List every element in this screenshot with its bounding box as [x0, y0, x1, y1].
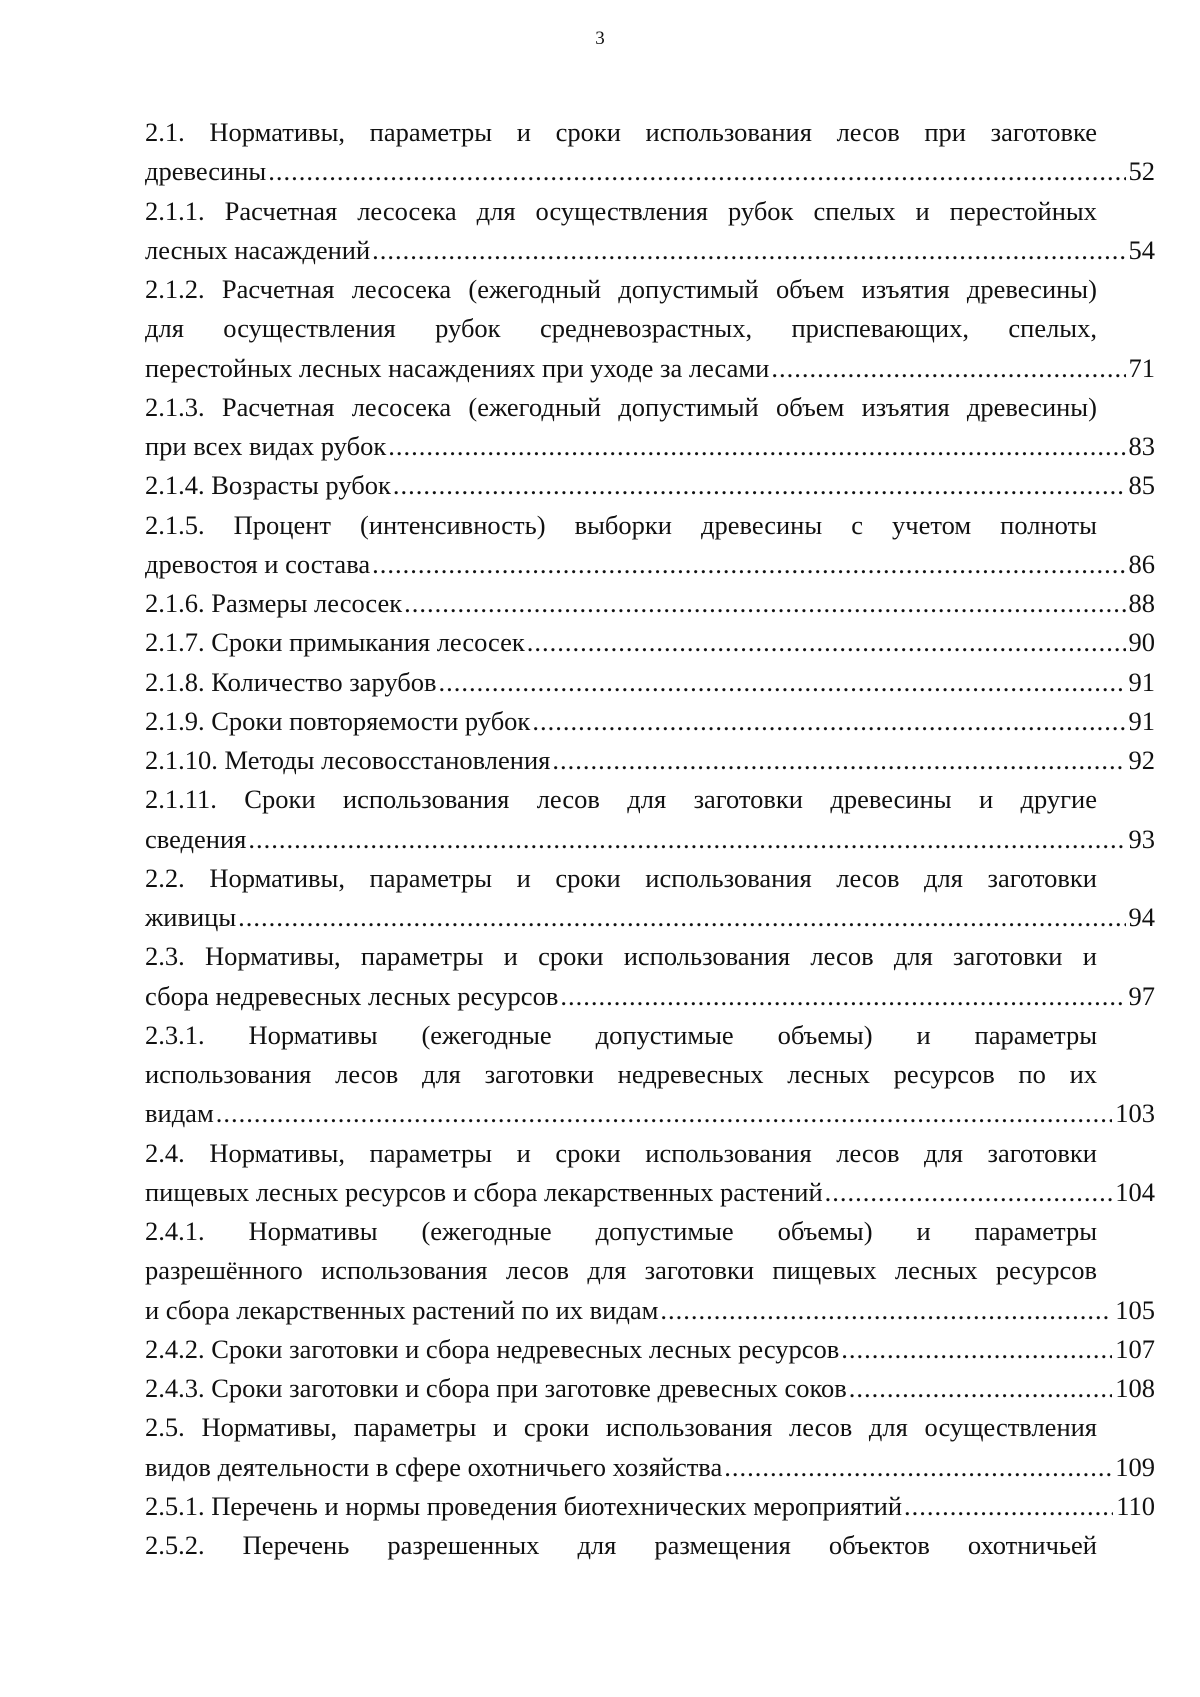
toc-word: Нормативы — [248, 1019, 378, 1050]
toc-entry-title: живицы — [145, 902, 237, 932]
toc-word: объем — [776, 391, 845, 422]
dot-leader — [849, 1369, 1112, 1408]
toc-word: (интенсивность) — [360, 509, 546, 540]
toc-word: заготовки — [987, 862, 1097, 893]
toc-entry-title: 2.1.8. Количество зарубов — [145, 666, 437, 697]
toc-page-number: 110 — [1116, 1490, 1155, 1521]
toc-entry — [145, 623, 1155, 662]
dot-leader — [388, 427, 1125, 466]
toc-page-number: 103 — [1115, 1098, 1155, 1129]
toc-entry-final-line — [145, 1173, 1155, 1212]
toc-entry-line — [145, 113, 1097, 152]
toc-word: объектов — [828, 1530, 930, 1560]
toc-page-number: 105 — [1115, 1294, 1155, 1325]
toc-word: лесных — [787, 1059, 870, 1089]
toc-word: пищевых — [772, 1255, 877, 1286]
toc-word: использования — [645, 1137, 812, 1168]
toc-word: 2.1.5. — [145, 509, 205, 540]
toc-word: выборки — [574, 509, 672, 540]
toc-word: Расчетная — [224, 195, 338, 226]
toc-entry-title: 2.1.9. Сроки повторяемости рубок — [145, 705, 531, 736]
toc-entry — [145, 192, 1155, 271]
toc-entry-title: и сбора лекарственных растений по их видам — [145, 1294, 659, 1325]
toc-word: для — [627, 784, 667, 815]
toc-entry-title: сбора недревесных лесных ресурсов — [145, 980, 559, 1011]
toc-entry — [145, 506, 1155, 585]
toc-entry — [145, 1134, 1155, 1213]
toc-word: лесосека — [351, 391, 452, 422]
toc-word: параметры — [369, 862, 492, 893]
toc-word: 2.2. — [145, 862, 185, 893]
toc-word: размещения — [654, 1530, 791, 1560]
toc-entry-final-line — [145, 1487, 1155, 1526]
toc-word: 2.4.1. — [145, 1216, 205, 1246]
dot-leader — [904, 1487, 1113, 1526]
toc-entry-final-line — [145, 466, 1155, 505]
dot-leader — [216, 1094, 1113, 1133]
toc-entry — [145, 741, 1155, 780]
toc-page-number: 108 — [1115, 1373, 1155, 1403]
toc-entry — [145, 937, 1155, 1016]
toc-word: лесов — [505, 1255, 570, 1286]
dot-leader — [238, 898, 1125, 937]
toc-page-number: 86 — [1128, 548, 1155, 579]
toc-word: допустимый — [618, 274, 759, 304]
dot-leader — [660, 1291, 1112, 1330]
toc-entry — [145, 584, 1155, 623]
toc-word: сроки — [538, 941, 604, 972]
dot-leader — [404, 584, 1125, 623]
toc-entry-final-line — [145, 977, 1155, 1016]
toc-word: учетом — [892, 509, 972, 540]
toc-word: использования — [645, 862, 812, 893]
toc-entry — [145, 1330, 1155, 1369]
toc-entry-line — [145, 937, 1097, 976]
toc-word: 2.1.2. — [145, 274, 205, 304]
toc-page-number: 52 — [1128, 156, 1155, 187]
toc-page-number: 97 — [1128, 980, 1155, 1011]
toc-word: и — [492, 1412, 508, 1443]
toc-word: и — [516, 117, 531, 147]
toc-page-number: 71 — [1128, 352, 1155, 383]
toc-word: перестойных — [949, 195, 1097, 226]
toc-entry-final-line — [145, 702, 1155, 741]
toc-entry-title: 2.4.3. Сроки заготовки и сбора при заготовке древесных соков — [145, 1373, 847, 1403]
toc-word: использования — [645, 117, 812, 147]
toc-entry-line — [145, 388, 1097, 427]
toc-word: лесных — [894, 1255, 978, 1286]
toc-word: и — [516, 1137, 531, 1168]
toc-entry-line — [145, 1526, 1097, 1565]
toc-entry-line — [145, 1408, 1097, 1447]
dot-leader — [532, 702, 1125, 741]
toc-word: заготовки — [953, 941, 1063, 972]
toc-entry-final-line — [145, 1291, 1155, 1330]
toc-word: использования — [623, 941, 791, 972]
toc-word: 2.1. — [145, 117, 185, 147]
toc-word: и — [503, 941, 518, 972]
toc-entry-line — [145, 309, 1097, 348]
toc-word: сроки — [555, 1137, 621, 1168]
toc-word: параметры — [974, 1216, 1097, 1246]
toc-entry-title: перестойных лесных насаждениях при уходе за лесами — [145, 352, 770, 383]
toc-word: и — [916, 1216, 931, 1246]
toc-word: осуществления — [535, 195, 708, 226]
toc-word: и — [1082, 941, 1097, 972]
toc-entry-final-line — [145, 152, 1155, 191]
toc-word: параметры — [369, 117, 493, 147]
toc-word: (ежегодные — [421, 1019, 552, 1050]
toc-entry-title: видов деятельности в сфере охотничьего хозяйства — [145, 1451, 723, 1482]
toc-word: Нормативы, — [209, 117, 345, 147]
toc-entry-title: лесных насаждений — [145, 234, 371, 265]
toc-word: осуществления — [924, 1412, 1097, 1443]
toc-word: ресурсов — [893, 1059, 995, 1089]
toc-entry-final-line — [145, 623, 1155, 662]
toc-word: рубок — [435, 313, 501, 344]
toc-entry-title: при всех видах рубок — [145, 431, 387, 461]
table-of-contents — [145, 113, 1155, 1565]
toc-entry — [145, 1016, 1155, 1134]
toc-word: для — [145, 313, 184, 344]
toc-entry — [145, 1212, 1155, 1330]
toc-entry-line — [145, 192, 1097, 231]
toc-entry-title: 2.4.2. Сроки заготовки и сбора недревесных лесных ресурсов — [145, 1333, 840, 1364]
toc-page-number: 85 — [1128, 470, 1155, 501]
toc-entry — [145, 1408, 1155, 1487]
toc-word: разрешенных — [387, 1530, 540, 1560]
toc-entry — [145, 270, 1155, 388]
toc-word: Нормативы, — [209, 862, 345, 893]
toc-word: 2.4. — [145, 1137, 185, 1168]
toc-entry-line — [145, 270, 1097, 309]
toc-entry-title: 2.1.6. Размеры лесосек — [145, 588, 403, 618]
toc-entry-title: древесины — [145, 156, 267, 187]
toc-word: объем — [776, 274, 845, 304]
dot-leader — [268, 152, 1125, 191]
toc-word: использования — [342, 784, 510, 815]
toc-entry-title: древостоя и состава — [145, 548, 371, 579]
toc-entry-title: видам — [145, 1098, 214, 1129]
toc-word: 2.5.2. — [145, 1530, 205, 1560]
toc-word: (ежегодный — [468, 274, 602, 304]
toc-page-number: 92 — [1128, 745, 1155, 775]
toc-entry-title: 2.1.7. Сроки примыкания лесосек — [145, 627, 525, 658]
toc-word: для — [868, 1412, 908, 1443]
toc-word: использования — [321, 1255, 488, 1286]
toc-entry — [145, 702, 1155, 741]
toc-word: 2.5. — [145, 1412, 185, 1443]
toc-entry-line — [145, 859, 1097, 898]
toc-word: лесосека — [357, 195, 457, 226]
toc-word: изъятия — [861, 274, 950, 304]
toc-word: заготовки — [644, 1255, 755, 1286]
toc-entry-final-line — [145, 898, 1155, 937]
toc-entry — [145, 113, 1155, 192]
toc-word: объемы) — [777, 1019, 873, 1050]
toc-word: лесов — [836, 117, 900, 147]
toc-entry-final-line — [145, 545, 1155, 584]
toc-word: лесов — [810, 941, 874, 972]
toc-entry-title: 2.5.1. Перечень и нормы проведения биотехнических мероприятий — [145, 1490, 903, 1521]
toc-entry-final-line — [145, 663, 1155, 702]
toc-page-number: 54 — [1128, 234, 1155, 265]
toc-entry-line — [145, 1212, 1097, 1251]
toc-word: использования — [605, 1412, 773, 1443]
toc-word: объемы) — [777, 1216, 873, 1246]
toc-page-number: 93 — [1128, 823, 1155, 854]
toc-word: использования — [145, 1059, 312, 1089]
toc-word: 2.3.1. — [145, 1019, 205, 1050]
toc-word: лесов — [536, 784, 600, 815]
dot-leader — [439, 663, 1126, 702]
toc-word: лесов — [836, 862, 900, 893]
toc-word: для — [577, 1530, 617, 1560]
toc-word: древесины) — [966, 274, 1097, 304]
toc-word: Сроки — [244, 784, 316, 815]
toc-word: параметры — [353, 1412, 477, 1443]
toc-word: для — [476, 195, 516, 226]
toc-word: осуществления — [223, 313, 396, 344]
toc-word: (ежегодные — [421, 1216, 552, 1246]
toc-word: приспевающих, — [791, 313, 969, 344]
toc-word: с — [851, 509, 863, 540]
dot-leader — [372, 231, 1125, 270]
toc-word: другие — [1020, 784, 1097, 815]
toc-word: для — [421, 1059, 461, 1089]
toc-word: по — [1018, 1059, 1046, 1089]
toc-word: спелых, — [1008, 313, 1097, 344]
toc-page-number: 91 — [1128, 705, 1155, 736]
toc-word: и — [516, 862, 531, 893]
toc-entry — [145, 1487, 1155, 1526]
toc-word: Перечень — [242, 1530, 350, 1560]
toc-entry-line — [145, 1016, 1097, 1055]
toc-word: Нормативы — [248, 1216, 378, 1246]
toc-entry-final-line — [145, 1094, 1155, 1133]
toc-word: Процент — [233, 509, 331, 540]
toc-word: Нормативы, — [205, 941, 341, 972]
toc-word: лесов — [836, 1137, 900, 1168]
toc-word: 2.3. — [145, 941, 185, 972]
toc-word: сроки — [523, 1412, 590, 1443]
dot-leader — [825, 1173, 1113, 1212]
toc-word: Нормативы, — [209, 1137, 345, 1168]
toc-word: Расчетная — [221, 391, 335, 422]
toc-word: для — [587, 1255, 627, 1286]
toc-word: охотничьей — [967, 1530, 1097, 1560]
dot-leader — [527, 623, 1126, 662]
toc-entry — [145, 859, 1155, 938]
toc-word: заготовке — [990, 117, 1097, 147]
toc-word: лесов — [335, 1059, 399, 1089]
toc-word: допустимые — [595, 1216, 734, 1246]
toc-entry-title: пищевых лесных ресурсов и сбора лекарственных растений — [145, 1176, 823, 1207]
toc-entry-title: сведения — [145, 823, 247, 854]
toc-page-number: 90 — [1128, 627, 1155, 658]
toc-word: для — [924, 1137, 963, 1168]
toc-page-number: 91 — [1128, 666, 1155, 697]
toc-entry-final-line — [145, 427, 1155, 466]
dot-leader — [771, 349, 1125, 388]
toc-entry — [145, 1526, 1155, 1565]
dot-leader — [724, 1448, 1112, 1487]
toc-page-number: 107 — [1115, 1333, 1155, 1364]
toc-entry-line — [145, 1134, 1097, 1173]
toc-word: и — [978, 784, 994, 815]
toc-word: при — [924, 117, 966, 147]
toc-word: допустимый — [618, 391, 759, 422]
toc-entry — [145, 663, 1155, 702]
toc-word: лесосека — [351, 274, 452, 304]
toc-entry-title: 2.1.4. Возрасты рубок — [145, 470, 391, 501]
dot-leader — [372, 545, 1125, 584]
toc-entry-final-line — [145, 1448, 1155, 1487]
toc-entry-final-line — [145, 1330, 1155, 1369]
toc-word: параметры — [360, 941, 484, 972]
toc-word: заготовки — [484, 1059, 594, 1089]
toc-entry-title: 2.1.10. Методы лесовосстановления — [145, 745, 551, 775]
toc-entry — [145, 388, 1155, 467]
toc-entry — [145, 780, 1155, 859]
toc-entry-final-line — [145, 1369, 1155, 1408]
toc-word: 2.1.3. — [145, 391, 205, 422]
toc-entry — [145, 466, 1155, 505]
toc-word: Нормативы, — [201, 1412, 338, 1443]
toc-entry-final-line — [145, 820, 1155, 859]
toc-page-number: 83 — [1128, 431, 1155, 461]
toc-word: Расчетная — [221, 274, 335, 304]
dot-leader — [248, 820, 1125, 859]
toc-word: спелых — [813, 195, 896, 226]
toc-entry-final-line — [145, 231, 1155, 270]
toc-word: сроки — [555, 862, 621, 893]
toc-word: (ежегодный — [468, 391, 602, 422]
toc-page-number: 104 — [1115, 1176, 1155, 1207]
toc-word: и — [915, 195, 930, 226]
toc-word: рубок — [728, 195, 794, 226]
toc-word: средневозрастных, — [539, 313, 753, 344]
toc-word: полноты — [1000, 509, 1097, 540]
dot-leader — [841, 1330, 1112, 1369]
toc-word: изъятия — [861, 391, 950, 422]
page-number: 3 — [595, 28, 605, 49]
toc-word: для — [924, 862, 963, 893]
toc-entry-line — [145, 1055, 1097, 1094]
toc-entry — [145, 1369, 1155, 1408]
toc-entry-line — [145, 780, 1097, 819]
toc-entry-final-line — [145, 349, 1155, 388]
toc-word: древесины — [700, 509, 823, 540]
toc-entry-line — [145, 506, 1097, 545]
toc-page-number: 88 — [1128, 588, 1155, 618]
toc-word: древесины — [830, 784, 952, 815]
toc-word: разрешённого — [145, 1255, 303, 1286]
toc-word: заготовки — [693, 784, 803, 815]
toc-entry-line — [145, 1251, 1097, 1290]
toc-word: лесов — [789, 1412, 853, 1443]
dot-leader — [393, 466, 1126, 505]
toc-word: параметры — [974, 1019, 1097, 1050]
toc-word: ресурсов — [995, 1255, 1097, 1286]
toc-word: их — [1069, 1059, 1097, 1089]
toc-entry-final-line — [145, 584, 1155, 623]
toc-word: сроки — [555, 117, 621, 147]
toc-entry-final-line — [145, 741, 1155, 780]
toc-word: параметры — [369, 1137, 492, 1168]
toc-word: и — [916, 1019, 931, 1050]
toc-word: для — [893, 941, 933, 972]
toc-word: заготовки — [987, 1137, 1097, 1168]
toc-word: 2.1.1. — [145, 195, 205, 226]
dot-leader — [552, 741, 1125, 780]
toc-page-number: 109 — [1115, 1451, 1155, 1482]
toc-word: допустимые — [595, 1019, 734, 1050]
toc-word: древесины) — [966, 391, 1097, 422]
toc-page-number: 94 — [1128, 902, 1155, 932]
toc-word: 2.1.11. — [145, 784, 217, 815]
toc-word: недревесных — [617, 1059, 764, 1089]
dot-leader — [560, 977, 1125, 1016]
